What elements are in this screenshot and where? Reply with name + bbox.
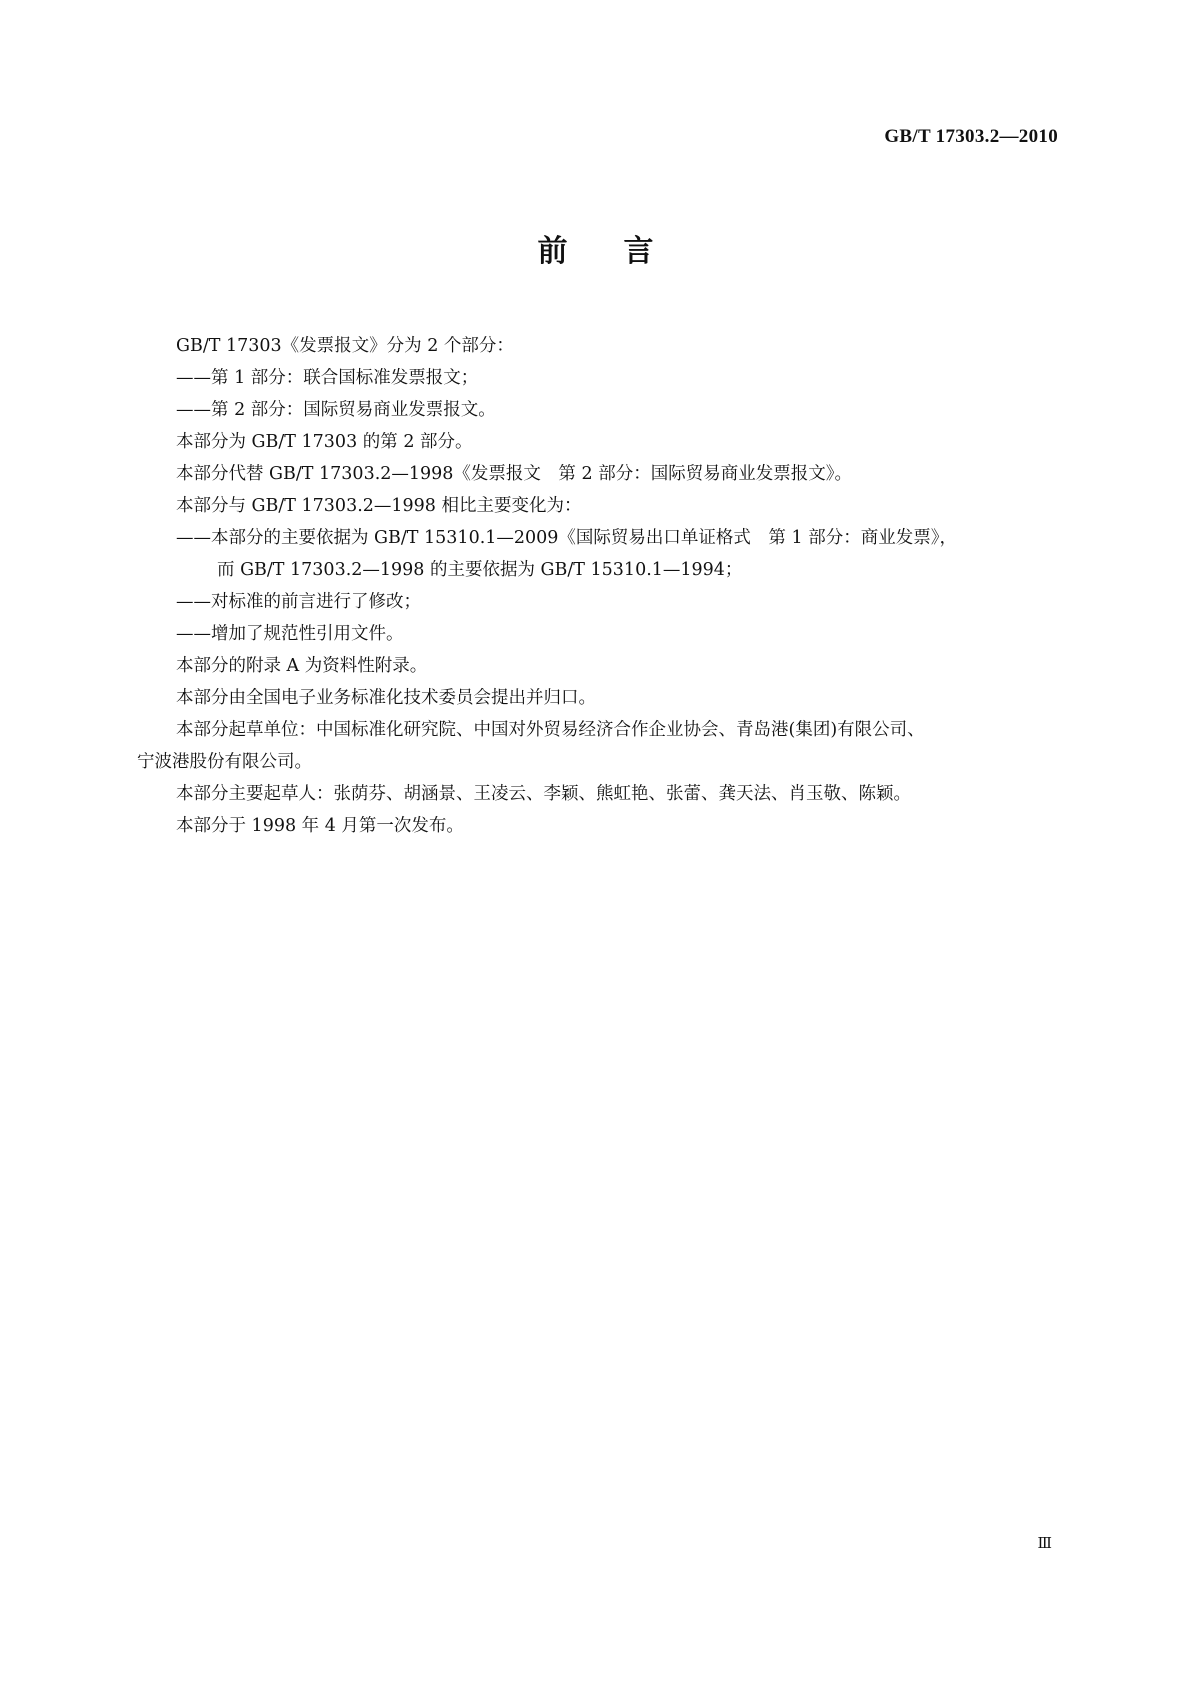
foreword-line: 而 GB/T 17303.2—1998 的主要依据为 GB/T 15310.1—1994； [217, 560, 743, 580]
foreword-line: ——增加了规范性引用文件。 [176, 624, 404, 644]
foreword-line: 本部分于 1998 年 4 月第一次发布。 [176, 816, 464, 836]
foreword-line: 本部分主要起草人：张荫芬、胡涵景、王凌云、李颖、熊虹艳、张蕾、龚天法、肖玉敬、陈颖。 [176, 784, 911, 804]
foreword-line: ——第 1 部分：联合国标准发票报文； [176, 368, 479, 388]
foreword-line: ——第 2 部分：国际贸易商业发票报文。 [176, 400, 496, 420]
page-title: 前言 [537, 234, 710, 269]
foreword-line: ——对标准的前言进行了修改； [176, 592, 421, 612]
foreword-line: 本部分的附录 A 为资料性附录。 [176, 656, 428, 676]
foreword-line: ——本部分的主要依据为 GB/T 15310.1—2009《国际贸易出口单证格式 第 1 部分：商业发票》， [176, 528, 957, 548]
document-code: GB/T 17303.2—2010 [884, 126, 1058, 147]
foreword-body [137, 330, 1067, 842]
page-number: Ⅲ [1037, 1536, 1052, 1552]
foreword-line: 宁波港股份有限公司。 [137, 752, 312, 772]
foreword-line: 本部分起草单位：中国标准化研究院、中国对外贸易经济合作企业协会、青岛港(集团)有限公司、 [176, 720, 925, 740]
foreword-line: 本部分与 GB/T 17303.2—1998 相比主要变化为： [176, 496, 582, 516]
foreword-line: 本部分由全国电子业务标准化技术委员会提出并归口。 [176, 688, 596, 708]
foreword-line: 本部分代替 GB/T 17303.2—1998《发票报文 第 2 部分：国际贸易商业发票报文》。 [176, 464, 852, 484]
foreword-line: 本部分为 GB/T 17303 的第 2 部分。 [176, 432, 473, 452]
foreword-line: GB/T 17303《发票报文》分为 2 个部分： [176, 336, 514, 356]
